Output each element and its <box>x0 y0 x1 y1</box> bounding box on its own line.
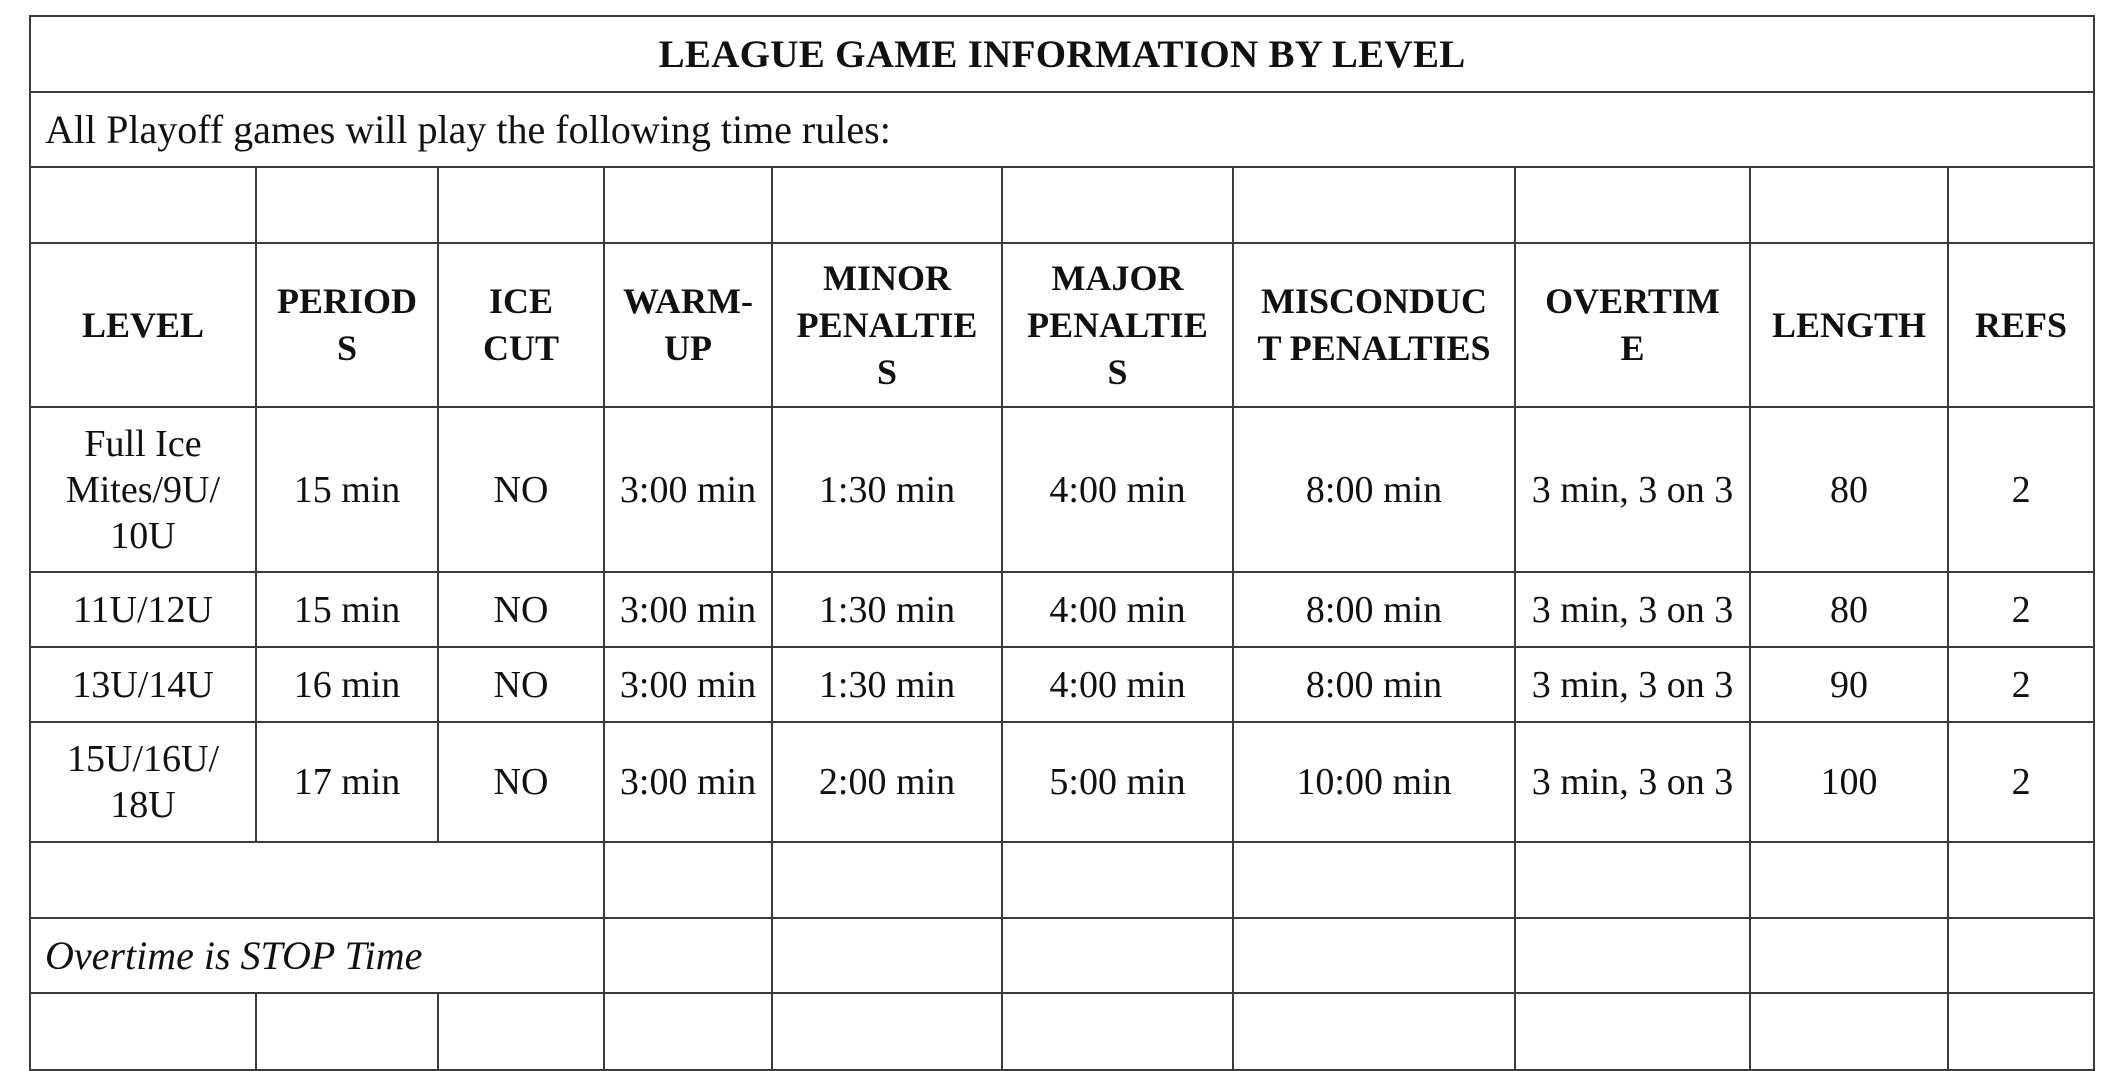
cell-misconduct: 8:00 min <box>1233 572 1515 647</box>
header-misconduct-penalties: MISCONDUC T PENALTIES <box>1233 243 1515 407</box>
blank-row <box>30 167 2094 243</box>
header-periods: PERIOD S <box>256 243 438 407</box>
cell-major: 5:00 min <box>1002 722 1233 842</box>
cell-refs: 2 <box>1948 647 2094 722</box>
header-ice-cut: ICE CUT <box>438 243 604 407</box>
cell-level: 11U/12U <box>30 572 256 647</box>
cell-warm-up: 3:00 min <box>604 407 772 572</box>
table-row <box>30 572 2094 647</box>
overtime-note-row <box>30 918 2094 993</box>
cell-refs: 2 <box>1948 572 2094 647</box>
cell-minor: 2:00 min <box>772 722 1002 842</box>
cell-misconduct: 10:00 min <box>1233 722 1515 842</box>
cell-periods: 17 min <box>256 722 438 842</box>
cell-length: 80 <box>1750 407 1948 572</box>
cell-level: Full Ice Mites/9U/ 10U <box>30 407 256 572</box>
league-info-table <box>29 15 2095 1071</box>
header-overtime: OVERTIM E <box>1515 243 1750 407</box>
header-warm-up: WARM- UP <box>604 243 772 407</box>
cell-ice-cut: NO <box>438 722 604 842</box>
cell-length: 90 <box>1750 647 1948 722</box>
cell-warm-up: 3:00 min <box>604 722 772 842</box>
cell-misconduct: 8:00 min <box>1233 647 1515 722</box>
cell-refs: 2 <box>1948 722 2094 842</box>
header-minor-penalties: MINOR PENALTIE S <box>772 243 1002 407</box>
cell-level: 15U/16U/ 18U <box>30 722 256 842</box>
cell-overtime: 3 min, 3 on 3 <box>1515 647 1750 722</box>
header-length: LENGTH <box>1750 243 1948 407</box>
cell-length: 80 <box>1750 572 1948 647</box>
cell-minor: 1:30 min <box>772 647 1002 722</box>
header-major-penalties: MAJOR PENALTIE S <box>1002 243 1233 407</box>
table-row <box>30 722 2094 842</box>
cell-periods: 16 min <box>256 647 438 722</box>
cell-warm-up: 3:00 min <box>604 572 772 647</box>
cell-warm-up: 3:00 min <box>604 647 772 722</box>
cell-minor: 1:30 min <box>772 572 1002 647</box>
cell-overtime: 3 min, 3 on 3 <box>1515 722 1750 842</box>
header-row <box>30 243 2094 407</box>
header-level: LEVEL <box>30 243 256 407</box>
playoff-note: All Playoff games will play the following time rules: <box>30 92 2094 167</box>
overtime-note: Overtime is STOP Time <box>30 918 604 993</box>
cell-periods: 15 min <box>256 407 438 572</box>
table-title: LEAGUE GAME INFORMATION BY LEVEL <box>30 16 2094 92</box>
cell-major: 4:00 min <box>1002 572 1233 647</box>
table-row <box>30 407 2094 572</box>
cell-periods: 15 min <box>256 572 438 647</box>
cell-overtime: 3 min, 3 on 3 <box>1515 572 1750 647</box>
cell-major: 4:00 min <box>1002 647 1233 722</box>
cell-refs: 2 <box>1948 407 2094 572</box>
blank-row <box>30 993 2094 1070</box>
cell-misconduct: 8:00 min <box>1233 407 1515 572</box>
cell-overtime: 3 min, 3 on 3 <box>1515 407 1750 572</box>
cell-length: 100 <box>1750 722 1948 842</box>
cell-ice-cut: NO <box>438 572 604 647</box>
header-refs: REFS <box>1948 243 2094 407</box>
cell-level: 13U/14U <box>30 647 256 722</box>
cell-minor: 1:30 min <box>772 407 1002 572</box>
cell-ice-cut: NO <box>438 407 604 572</box>
cell-major: 4:00 min <box>1002 407 1233 572</box>
blank-row <box>30 842 2094 918</box>
table-row <box>30 647 2094 722</box>
cell-ice-cut: NO <box>438 647 604 722</box>
